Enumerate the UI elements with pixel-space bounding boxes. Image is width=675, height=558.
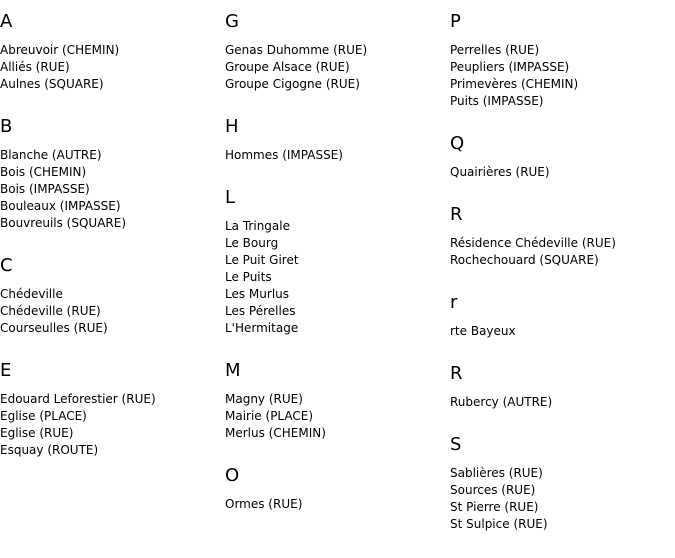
section-letter: E (0, 360, 12, 381)
street-item: Les Pérelles (225, 304, 296, 318)
letter-section (450, 134, 670, 181)
section-letter: O (225, 465, 240, 486)
street-list (450, 164, 670, 181)
street-item: Mairie (PLACE) (225, 409, 314, 423)
street-item: Esquay (ROUTE) (0, 443, 99, 457)
street-column-2 (225, 0, 445, 513)
street-list (0, 147, 220, 232)
street-item: St Pierre (RUE) (450, 500, 539, 514)
street-item: Magny (RUE) (225, 392, 303, 406)
letter-section (0, 12, 220, 93)
letter-section (450, 364, 670, 411)
street-item: Merlus (CHEMIN) (225, 426, 326, 440)
street-item: Quairières (RUE) (450, 165, 550, 179)
street-list (0, 42, 220, 93)
street-list (0, 286, 220, 337)
street-list (450, 42, 670, 110)
street-item: Résidence Chédeville (RUE) (450, 236, 616, 250)
street-item: Bouleaux (IMPASSE) (0, 199, 121, 213)
street-item: Peupliers (IMPASSE) (450, 60, 570, 74)
street-item: Groupe Alsace (RUE) (225, 60, 350, 74)
street-column-1 (0, 0, 220, 459)
street-item: Le Puit Giret (225, 253, 299, 267)
street-item: Ormes (RUE) (225, 497, 303, 511)
street-item: Groupe Cigogne (RUE) (225, 77, 360, 91)
section-letter: r (450, 292, 458, 313)
street-item: Sablières (RUE) (450, 466, 543, 480)
letter-section (450, 12, 670, 110)
section-letter: C (0, 255, 13, 276)
letter-section (225, 466, 445, 513)
street-item: Courseulles (RUE) (0, 321, 108, 335)
street-item: rte Bayeux (450, 324, 516, 338)
letter-section (0, 117, 220, 232)
section-letter: Q (450, 133, 465, 154)
street-column-3 (450, 0, 670, 533)
section-letter: L (225, 187, 236, 208)
street-item: Genas Duhomme (RUE) (225, 43, 368, 57)
section-letter: H (225, 116, 239, 137)
street-item: Primevères (CHEMIN) (450, 77, 579, 91)
street-item: La Tringale (225, 219, 290, 233)
street-item: Rochechouard (SQUARE) (450, 253, 599, 267)
street-item: Alliés (RUE) (0, 60, 70, 74)
section-letter: A (0, 11, 13, 32)
street-list (450, 394, 670, 411)
street-item: Chédeville (0, 287, 63, 301)
street-list (450, 465, 670, 533)
letter-section (225, 117, 445, 164)
street-list (225, 218, 445, 337)
street-item: Bouvreuils (SQUARE) (0, 216, 127, 230)
street-list (225, 42, 445, 93)
street-list (225, 496, 445, 513)
street-item: Abreuvoir (CHEMIN) (0, 43, 120, 57)
section-letter: G (225, 11, 239, 32)
street-item: Bois (IMPASSE) (0, 182, 90, 196)
street-list (0, 391, 220, 459)
street-item: Hommes (IMPASSE) (225, 148, 343, 162)
letter-section (450, 435, 670, 533)
section-letter: B (0, 116, 13, 137)
letter-section (450, 293, 670, 340)
letter-section (0, 361, 220, 459)
section-letter: P (450, 11, 461, 32)
street-item: L'Hermitage (225, 321, 299, 335)
street-item: Perrelles (RUE) (450, 43, 540, 57)
street-item: Sources (RUE) (450, 483, 536, 497)
street-item: Chédeville (RUE) (0, 304, 101, 318)
section-letter: R (450, 363, 463, 384)
street-item: Puits (IMPASSE) (450, 94, 544, 108)
letter-section (225, 361, 445, 442)
street-item: Le Puits (225, 270, 272, 284)
street-item: Bois (CHEMIN) (0, 165, 87, 179)
street-item: Les Murlus (225, 287, 290, 301)
street-list (225, 147, 445, 164)
street-item: Eglise (RUE) (0, 426, 74, 440)
letter-section (0, 256, 220, 337)
street-item: Eglise (PLACE) (0, 409, 87, 423)
street-list (225, 391, 445, 442)
street-item: Edouard Leforestier (RUE) (0, 392, 156, 406)
section-letter: M (225, 360, 241, 381)
street-item: Aulnes (SQUARE) (0, 77, 104, 91)
letter-section (450, 205, 670, 269)
letter-section (225, 12, 445, 93)
letter-section (225, 188, 445, 337)
section-letter: R (450, 204, 463, 225)
street-item: Le Bourg (225, 236, 279, 250)
street-list (450, 235, 670, 269)
street-item: Rubercy (AUTRE) (450, 395, 553, 409)
section-letter: S (450, 434, 462, 455)
street-item: St Sulpice (RUE) (450, 517, 548, 531)
street-list (450, 323, 670, 340)
street-item: Blanche (AUTRE) (0, 148, 102, 162)
